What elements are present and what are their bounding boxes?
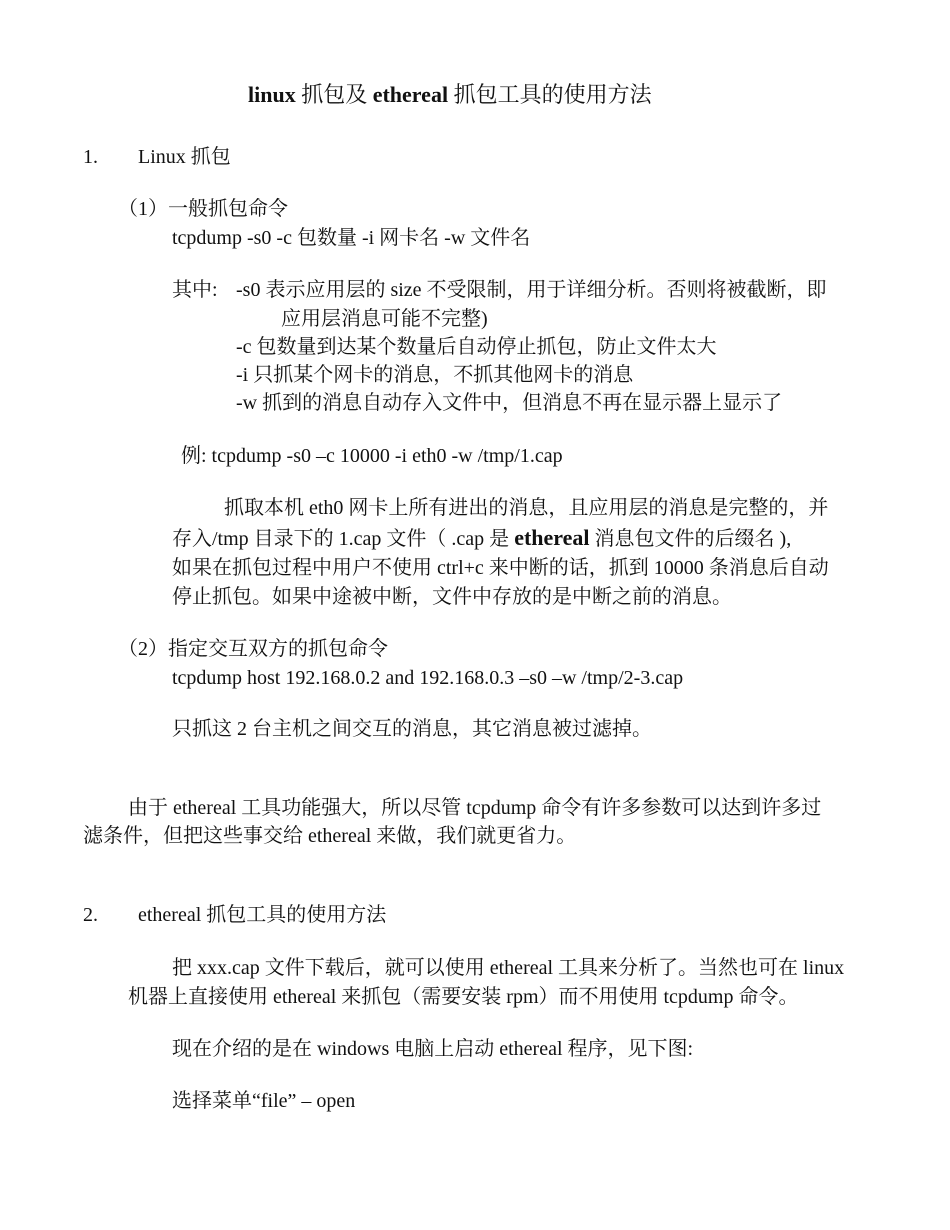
para1-line3: 如果在抓包过程中用户不使用 ctrl+c 来中断的话，抓到 10000 条消息后自动 (172, 557, 829, 579)
section1-number: 1. (83, 146, 98, 168)
document-title (248, 83, 652, 107)
section2-intro: 现在介绍的是在 windows 电脑上启动 ethereal 程序，见下图: (172, 1038, 694, 1060)
explain-c: -c 包数量到达某个数量后自动停止抓包，防止文件太大 (236, 336, 717, 358)
title-part2: 抓包工具的使用方法 (448, 82, 652, 107)
para1-line4: 停止抓包。如果中途被中断，文件中存放的是中断之前的消息。 (172, 586, 732, 608)
sub1-command: tcpdump -s0 -c 包数量 -i 网卡名 -w 文件名 (172, 227, 531, 249)
explain-i: -i 只抓某个网卡的消息，不抓其他网卡的消息 (236, 364, 634, 386)
title-part1: 抓包及 (295, 82, 373, 107)
example-command: 例: tcpdump -s0 –c 10000 -i eth0 -w /tmp/1.cap (181, 445, 563, 467)
explain-w: -w 抓到的消息自动存入文件中，但消息不再在显示器上显示了 (236, 392, 783, 414)
para1-line1: 抓取本机 eth0 网卡上所有进出的消息，且应用层的消息是完整的，并 (224, 497, 829, 519)
section2-para-line1: 把 xxx.cap 文件下载后，就可以使用 ethereal 工具来分析了。当然也可在 linux (172, 957, 845, 979)
explain-prefix: 其中: (172, 279, 218, 301)
para1-line2-c: 消息包文件的后缀名 ), (589, 528, 792, 550)
section2-number: 2. (83, 904, 98, 926)
title-linux: linux (248, 82, 296, 107)
explain-s0-line1: -s0 表示应用层的 size 不受限制，用于详细分析。否则将被截断，即 (236, 279, 827, 301)
para1-line2 (172, 526, 791, 551)
summary-line1: 由于 ethereal 工具功能强大，所以尽管 tcpdump 命令有许多参数可以达到许多过 (128, 797, 822, 819)
sub1-label: （1）一般抓包命令 (118, 198, 288, 220)
section1-heading: Linux 抓包 (138, 146, 231, 168)
para1-line2-a: 存入/tmp 目录下的 1.cap 文件（ .cap 是 (172, 528, 515, 550)
section2-heading: ethereal 抓包工具的使用方法 (138, 904, 387, 926)
sub2-note: 只抓这 2 台主机之间交互的消息，其它消息被过滤掉。 (172, 718, 652, 740)
section2-para-line2: 机器上直接使用 ethereal 来抓包（需要安装 rpm）而不用使用 tcpdump 命令。 (128, 986, 799, 1008)
explain-s0-line2: 应用层消息可能不完整) (281, 308, 488, 330)
sub2-command: tcpdump host 192.168.0.2 and 192.168.0.3 –s0 –w /tmp/2-3.cap (172, 667, 684, 689)
sub2-label: （2）指定交互双方的抓包命令 (118, 638, 388, 660)
summary-line2: 滤条件，但把这些事交给 ethereal 来做，我们就更省力。 (83, 825, 577, 847)
para1-line2-ethereal: ethereal (514, 525, 590, 550)
title-ethereal: ethereal (372, 82, 449, 107)
section2-menu: 选择菜单“file” – open (172, 1090, 356, 1112)
